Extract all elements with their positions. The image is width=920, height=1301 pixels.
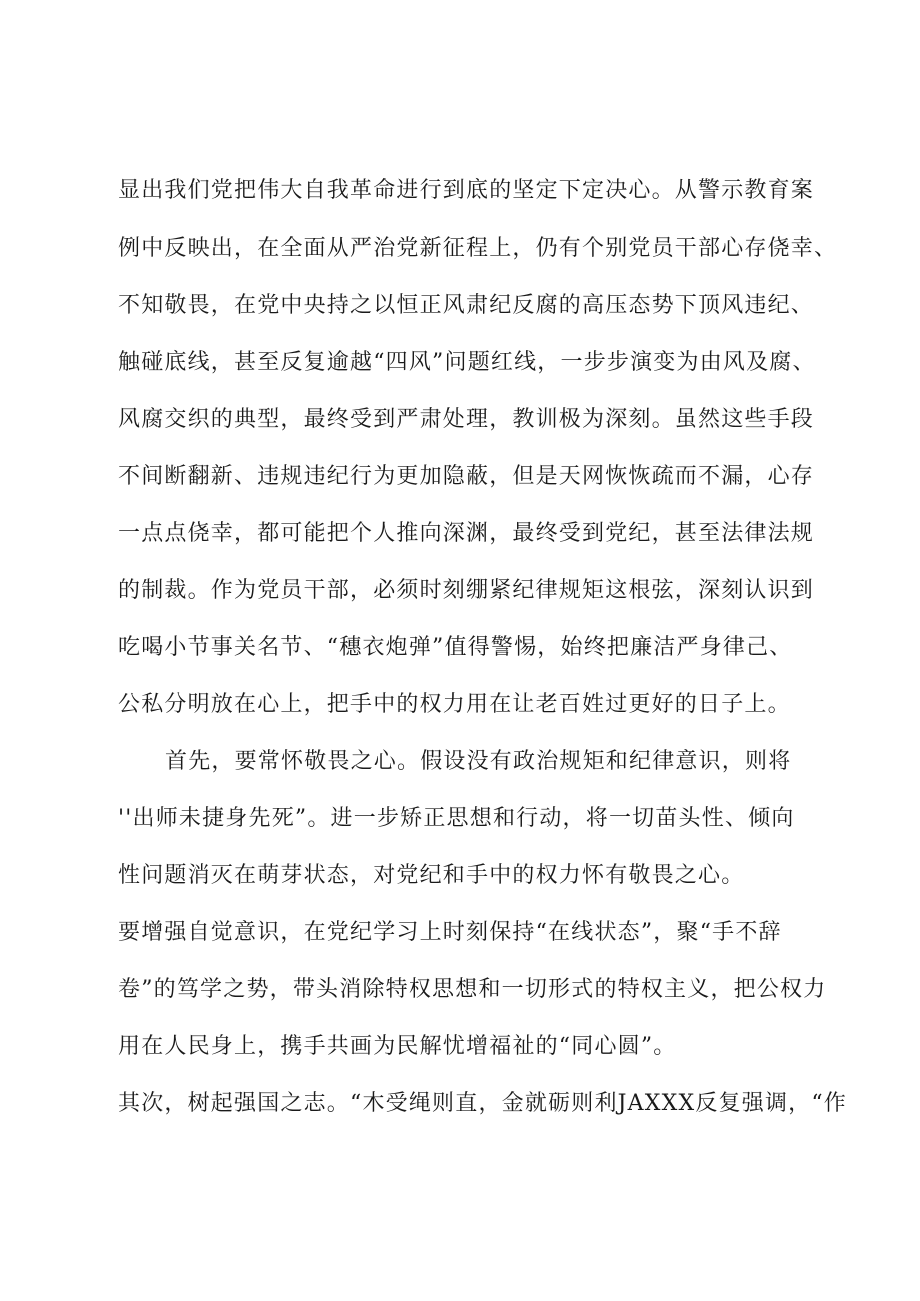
text-line: 显出我们党把伟大自我革命进行到底的坚定下定决心。从警示教育案 [118,178,815,203]
text-line: 其次，树起强国之志。“木受绳则直，金就砺则利JAXXX反复强调，“作 [118,1091,847,1116]
text-line: ''出师未捷身先死”。进一步矫正思想和行动，将一切苗头性、倾向 [118,806,795,831]
text-line: 风腐交织的典型，最终受到严肃处理，教训极为深刻。虽然这些手段 [118,407,815,432]
text-line: 要增强自觉意识，在党纪学习上时刻保持“在线状态”，聚“手不辞 [118,920,782,945]
text-line: 一点点侥幸，都可能把个人推向深渊，最终受到党纪，甚至法律法规 [118,521,815,546]
text-line: 不知敬畏，在党中央持之以恒正风肃纪反腐的高压态势下顶风违纪、 [118,293,815,318]
text-line: 卷”的笃学之势，带头消除特权思想和一切形式的特权主义，把公权力 [118,977,827,1002]
text-line: 触碰底线，甚至反复逾越“四风”问题红线，一步步演变为由风及腐、 [118,350,816,375]
paragraph-first-line: 首先，要常怀敬畏之心。假设没有政治规矩和纪律意识，则将 [165,749,792,774]
text-line: 不间断翻新、违规违纪行为更加隐蔽，但是天网恢恢疏而不漏，心存 [118,464,815,489]
text-line: 性问题消灭在萌芽状态，对党纪和手中的权力怀有敬畏之心。 [118,863,745,888]
text-line: 例中反映出，在全面从严治党新征程上，仍有个别党员干部心存侥幸、 [118,236,838,261]
text-line: 用在人民身上，携手共画为民解忧增福祉的“同心圆”。 [118,1034,677,1059]
text-line: 的制裁。作为党员干部，必须时刻绷紧纪律规矩这根弦，深刻认识到 [118,578,815,603]
text-line: 吃喝小节事关名节、“穗衣炮弹”值得警惕，始终把廉洁严身律己、 [118,635,793,660]
text-line: 公私分明放在心上，把手中的权力用在让老百姓过更好的日子上。 [118,692,791,717]
